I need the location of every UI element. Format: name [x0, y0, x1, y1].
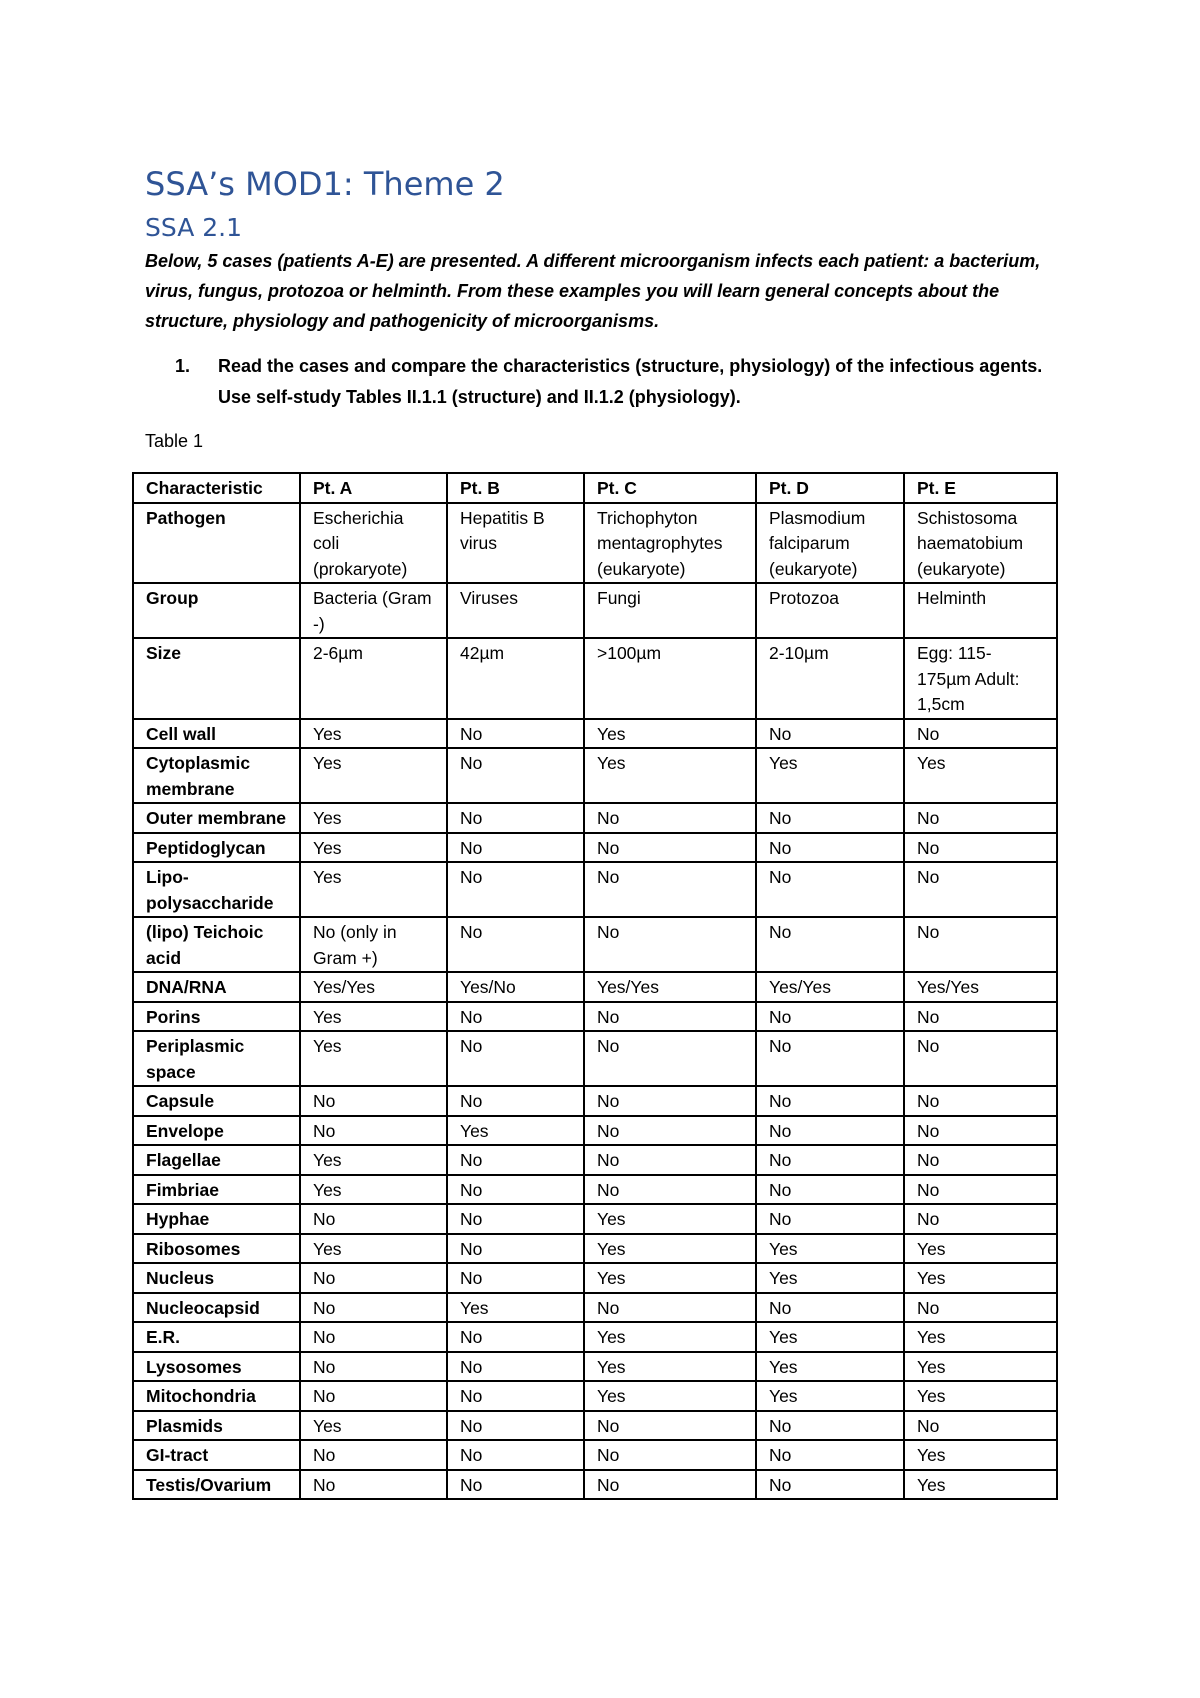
table-cell: No	[584, 1002, 756, 1032]
table-cell: Yes	[584, 1263, 756, 1293]
table-cell: Yes	[904, 1234, 1057, 1264]
table-cell: No	[904, 803, 1057, 833]
table-row	[133, 1175, 1057, 1205]
table-header-cell: Pt. D	[756, 473, 904, 503]
table-row	[133, 1411, 1057, 1441]
table-cell: Yes	[300, 833, 447, 863]
table-row	[133, 803, 1057, 833]
table-cell: No	[904, 1145, 1057, 1175]
table-cell: No	[584, 1116, 756, 1146]
table-cell: Hepatitis B virus	[447, 503, 584, 584]
table-caption: Table 1	[145, 431, 204, 451]
row-label-cell: Cytoplasmic membrane	[133, 748, 300, 803]
table-cell: Yes	[584, 1352, 756, 1382]
table-cell: No	[447, 1145, 584, 1175]
table-cell: Yes	[447, 1116, 584, 1146]
row-label-cell: Peptidoglycan	[133, 833, 300, 863]
table-row	[133, 638, 1057, 719]
table-cell: No	[447, 862, 584, 917]
table-cell: No	[584, 1031, 756, 1086]
table-header-cell: Pt. C	[584, 473, 756, 503]
table-cell: No	[447, 1381, 584, 1411]
table-row	[133, 1234, 1057, 1264]
table-cell: No	[904, 917, 1057, 972]
table-cell: Yes	[300, 1411, 447, 1441]
table-cell: Bacteria (Gram -)	[300, 583, 447, 638]
table-cell: Egg: 115-175µm Adult: 1,5cm	[904, 638, 1057, 719]
table-cell: No	[756, 1440, 904, 1470]
section-heading: SSA 2.1	[145, 213, 243, 242]
row-label-cell: Hyphae	[133, 1204, 300, 1234]
row-label-cell: Size	[133, 638, 300, 719]
table-cell: Yes	[904, 1440, 1057, 1470]
table-row	[133, 719, 1057, 749]
table-cell: No	[300, 1352, 447, 1382]
row-label-cell: E.R.	[133, 1322, 300, 1352]
table-cell: No	[904, 1086, 1057, 1116]
table-row	[133, 1031, 1057, 1086]
table-cell: No	[904, 1002, 1057, 1032]
table-row	[133, 1322, 1057, 1352]
table-body	[133, 503, 1057, 1500]
row-label-cell: Fimbriae	[133, 1175, 300, 1205]
table-cell: Yes	[300, 803, 447, 833]
table-cell: Yes	[904, 1470, 1057, 1500]
page-title: SSA’s MOD1: Theme 2	[145, 165, 505, 203]
row-label-cell: Flagellae	[133, 1145, 300, 1175]
table-row	[133, 1381, 1057, 1411]
table-cell: No	[447, 1263, 584, 1293]
table-cell: No	[904, 719, 1057, 749]
row-label-cell: Testis/Ovarium	[133, 1470, 300, 1500]
table-cell: 2-6µm	[300, 638, 447, 719]
table-cell: No	[300, 1263, 447, 1293]
row-label-cell: Envelope	[133, 1116, 300, 1146]
table-cell: Yes/Yes	[904, 972, 1057, 1002]
table-cell: No	[756, 1411, 904, 1441]
table-header-cell: Pt. A	[300, 473, 447, 503]
table-cell: No	[300, 1440, 447, 1470]
table-cell: No	[756, 1086, 904, 1116]
table-header-cell: Pt. B	[447, 473, 584, 503]
table-cell: No	[756, 1293, 904, 1323]
table-cell: Yes/Yes	[300, 972, 447, 1002]
table-row	[133, 1440, 1057, 1470]
table-cell: No	[756, 1031, 904, 1086]
table-cell: Fungi	[584, 583, 756, 638]
table-cell: No	[584, 917, 756, 972]
table-cell: No	[756, 917, 904, 972]
table-cell: Protozoa	[756, 583, 904, 638]
table-row	[133, 1002, 1057, 1032]
table-cell: Yes	[300, 862, 447, 917]
row-label-cell: Pathogen	[133, 503, 300, 584]
table-cell: No	[756, 1002, 904, 1032]
row-label-cell: Lipo-polysaccharide	[133, 862, 300, 917]
table-cell: No	[447, 1411, 584, 1441]
row-label-cell: Capsule	[133, 1086, 300, 1116]
table-cell: Yes	[300, 1002, 447, 1032]
intro-paragraph: Below, 5 cases (patients A-E) are presented. A different microorganism infects each patient: a bacterium, virus, fungus, protozoa or helminth. From these examples you will learn general concepts about the structure, physiology and pathogenicity of microorganisms.	[145, 251, 1041, 331]
table-cell: Plasmodium falciparum (eukaryote)	[756, 503, 904, 584]
table-cell: Yes/Yes	[584, 972, 756, 1002]
table-cell: No	[584, 1086, 756, 1116]
row-label-cell: DNA/RNA	[133, 972, 300, 1002]
table-cell: No	[756, 1116, 904, 1146]
table-row	[133, 748, 1057, 803]
table-cell: No	[447, 1352, 584, 1382]
table-row	[133, 1470, 1057, 1500]
table-cell: Yes	[584, 748, 756, 803]
table-cell: Yes	[300, 1234, 447, 1264]
table-cell: No	[447, 1440, 584, 1470]
table-cell: Yes	[300, 1031, 447, 1086]
table-cell: No	[584, 1175, 756, 1205]
table-cell: No	[756, 862, 904, 917]
row-label-cell: Group	[133, 583, 300, 638]
table-row	[133, 862, 1057, 917]
table-header-cell: Pt. E	[904, 473, 1057, 503]
table-cell: 42µm	[447, 638, 584, 719]
table-cell: No	[904, 1293, 1057, 1323]
table-row	[133, 917, 1057, 972]
table-cell: Yes	[300, 1145, 447, 1175]
table-cell: No	[447, 1031, 584, 1086]
table-cell: No	[756, 1145, 904, 1175]
table-cell: No	[300, 1293, 447, 1323]
table-cell: No	[300, 1204, 447, 1234]
table-cell: No	[584, 833, 756, 863]
table-cell: No	[447, 1002, 584, 1032]
table-cell: No	[584, 1440, 756, 1470]
table-row	[133, 1293, 1057, 1323]
table-cell: Yes	[584, 719, 756, 749]
table-cell: No	[904, 1204, 1057, 1234]
row-label-cell: (lipo) Teichoic acid	[133, 917, 300, 972]
table-cell: No	[447, 1234, 584, 1264]
table-cell: >100µm	[584, 638, 756, 719]
table-cell: Yes	[584, 1204, 756, 1234]
table-cell: Yes	[756, 1322, 904, 1352]
table-cell: Schistosoma haematobium (eukaryote)	[904, 503, 1057, 584]
table-cell: No	[756, 1470, 904, 1500]
table-header-cell: Characteristic	[133, 473, 300, 503]
table-cell: No	[447, 1175, 584, 1205]
table-cell: No	[447, 719, 584, 749]
table-row	[133, 583, 1057, 638]
table-cell: No	[904, 1116, 1057, 1146]
table-row	[133, 1086, 1057, 1116]
question-text: Read the cases and compare the characteristics (structure, physiology) of the infectious agents. Use self-study Tables II.1.1 (structure) and II.1.2 (physiology).	[218, 356, 1043, 407]
table-cell: Yes	[300, 719, 447, 749]
row-label-cell: Lysosomes	[133, 1352, 300, 1382]
table-cell: No	[447, 803, 584, 833]
table-cell: Viruses	[447, 583, 584, 638]
table-cell: 2-10µm	[756, 638, 904, 719]
row-label-cell: GI-tract	[133, 1440, 300, 1470]
table-cell: Yes	[756, 1263, 904, 1293]
table-cell: Yes	[904, 748, 1057, 803]
table-cell: No	[447, 917, 584, 972]
row-label-cell: Ribosomes	[133, 1234, 300, 1264]
table-cell: No	[584, 1411, 756, 1441]
table-cell: No	[300, 1116, 447, 1146]
table-cell: No	[904, 1411, 1057, 1441]
table-cell: No	[447, 833, 584, 863]
table-cell: Yes	[300, 1175, 447, 1205]
row-label-cell: Outer membrane	[133, 803, 300, 833]
table-row	[133, 1145, 1057, 1175]
table-cell: Yes	[904, 1263, 1057, 1293]
row-label-cell: Periplasmic space	[133, 1031, 300, 1086]
row-label-cell: Nucleus	[133, 1263, 300, 1293]
table-cell: No	[904, 862, 1057, 917]
table-row	[133, 833, 1057, 863]
table-cell: Yes	[756, 1234, 904, 1264]
table-cell: No	[300, 1470, 447, 1500]
table-cell: No	[447, 748, 584, 803]
table-cell: No	[300, 1322, 447, 1352]
table-cell: No	[756, 719, 904, 749]
table-header-row	[133, 473, 1057, 503]
question-item	[175, 351, 1045, 413]
table-cell: No	[584, 1293, 756, 1323]
table-cell: No	[584, 862, 756, 917]
characteristics-table	[132, 472, 1058, 1500]
table-cell: Yes	[756, 1381, 904, 1411]
row-label-cell: Mitochondria	[133, 1381, 300, 1411]
table-cell: Yes	[756, 1352, 904, 1382]
row-label-cell: Plasmids	[133, 1411, 300, 1441]
table-cell: No	[756, 833, 904, 863]
table-cell: Yes/No	[447, 972, 584, 1002]
table-cell: Helminth	[904, 583, 1057, 638]
table-cell: No	[756, 1175, 904, 1205]
table-cell: Yes	[756, 748, 904, 803]
table-cell: No	[447, 1470, 584, 1500]
table-cell: Escherichia coli (prokaryote)	[300, 503, 447, 584]
table-cell: Trichophyton mentagrophytes (eukaryote)	[584, 503, 756, 584]
table-cell: No	[447, 1322, 584, 1352]
table-cell: No	[584, 1145, 756, 1175]
table-row	[133, 972, 1057, 1002]
table-cell: No	[584, 1470, 756, 1500]
table-cell: No	[447, 1204, 584, 1234]
table-cell: Yes	[300, 748, 447, 803]
table-cell: Yes	[904, 1381, 1057, 1411]
table-cell: No	[904, 833, 1057, 863]
table-cell: No	[904, 1175, 1057, 1205]
table-cell: Yes	[584, 1381, 756, 1411]
table-cell: Yes	[904, 1352, 1057, 1382]
table-row	[133, 1116, 1057, 1146]
row-label-cell: Porins	[133, 1002, 300, 1032]
table-cell: Yes	[447, 1293, 584, 1323]
table-row	[133, 1263, 1057, 1293]
table-row	[133, 1204, 1057, 1234]
table-cell: No	[904, 1031, 1057, 1086]
table-row	[133, 503, 1057, 584]
table-cell: No	[300, 1086, 447, 1116]
table-cell: No	[300, 1381, 447, 1411]
table-cell: No	[756, 803, 904, 833]
table-cell: No (only in Gram +)	[300, 917, 447, 972]
question-number: 1.	[175, 356, 191, 376]
table-cell: Yes	[584, 1322, 756, 1352]
table-cell: No	[756, 1204, 904, 1234]
table-cell: No	[584, 803, 756, 833]
table-cell: Yes/Yes	[756, 972, 904, 1002]
table-row	[133, 1352, 1057, 1382]
row-label-cell: Cell wall	[133, 719, 300, 749]
table-cell: Yes	[584, 1234, 756, 1264]
table-cell: No	[447, 1086, 584, 1116]
table-cell: Yes	[904, 1322, 1057, 1352]
row-label-cell: Nucleocapsid	[133, 1293, 300, 1323]
